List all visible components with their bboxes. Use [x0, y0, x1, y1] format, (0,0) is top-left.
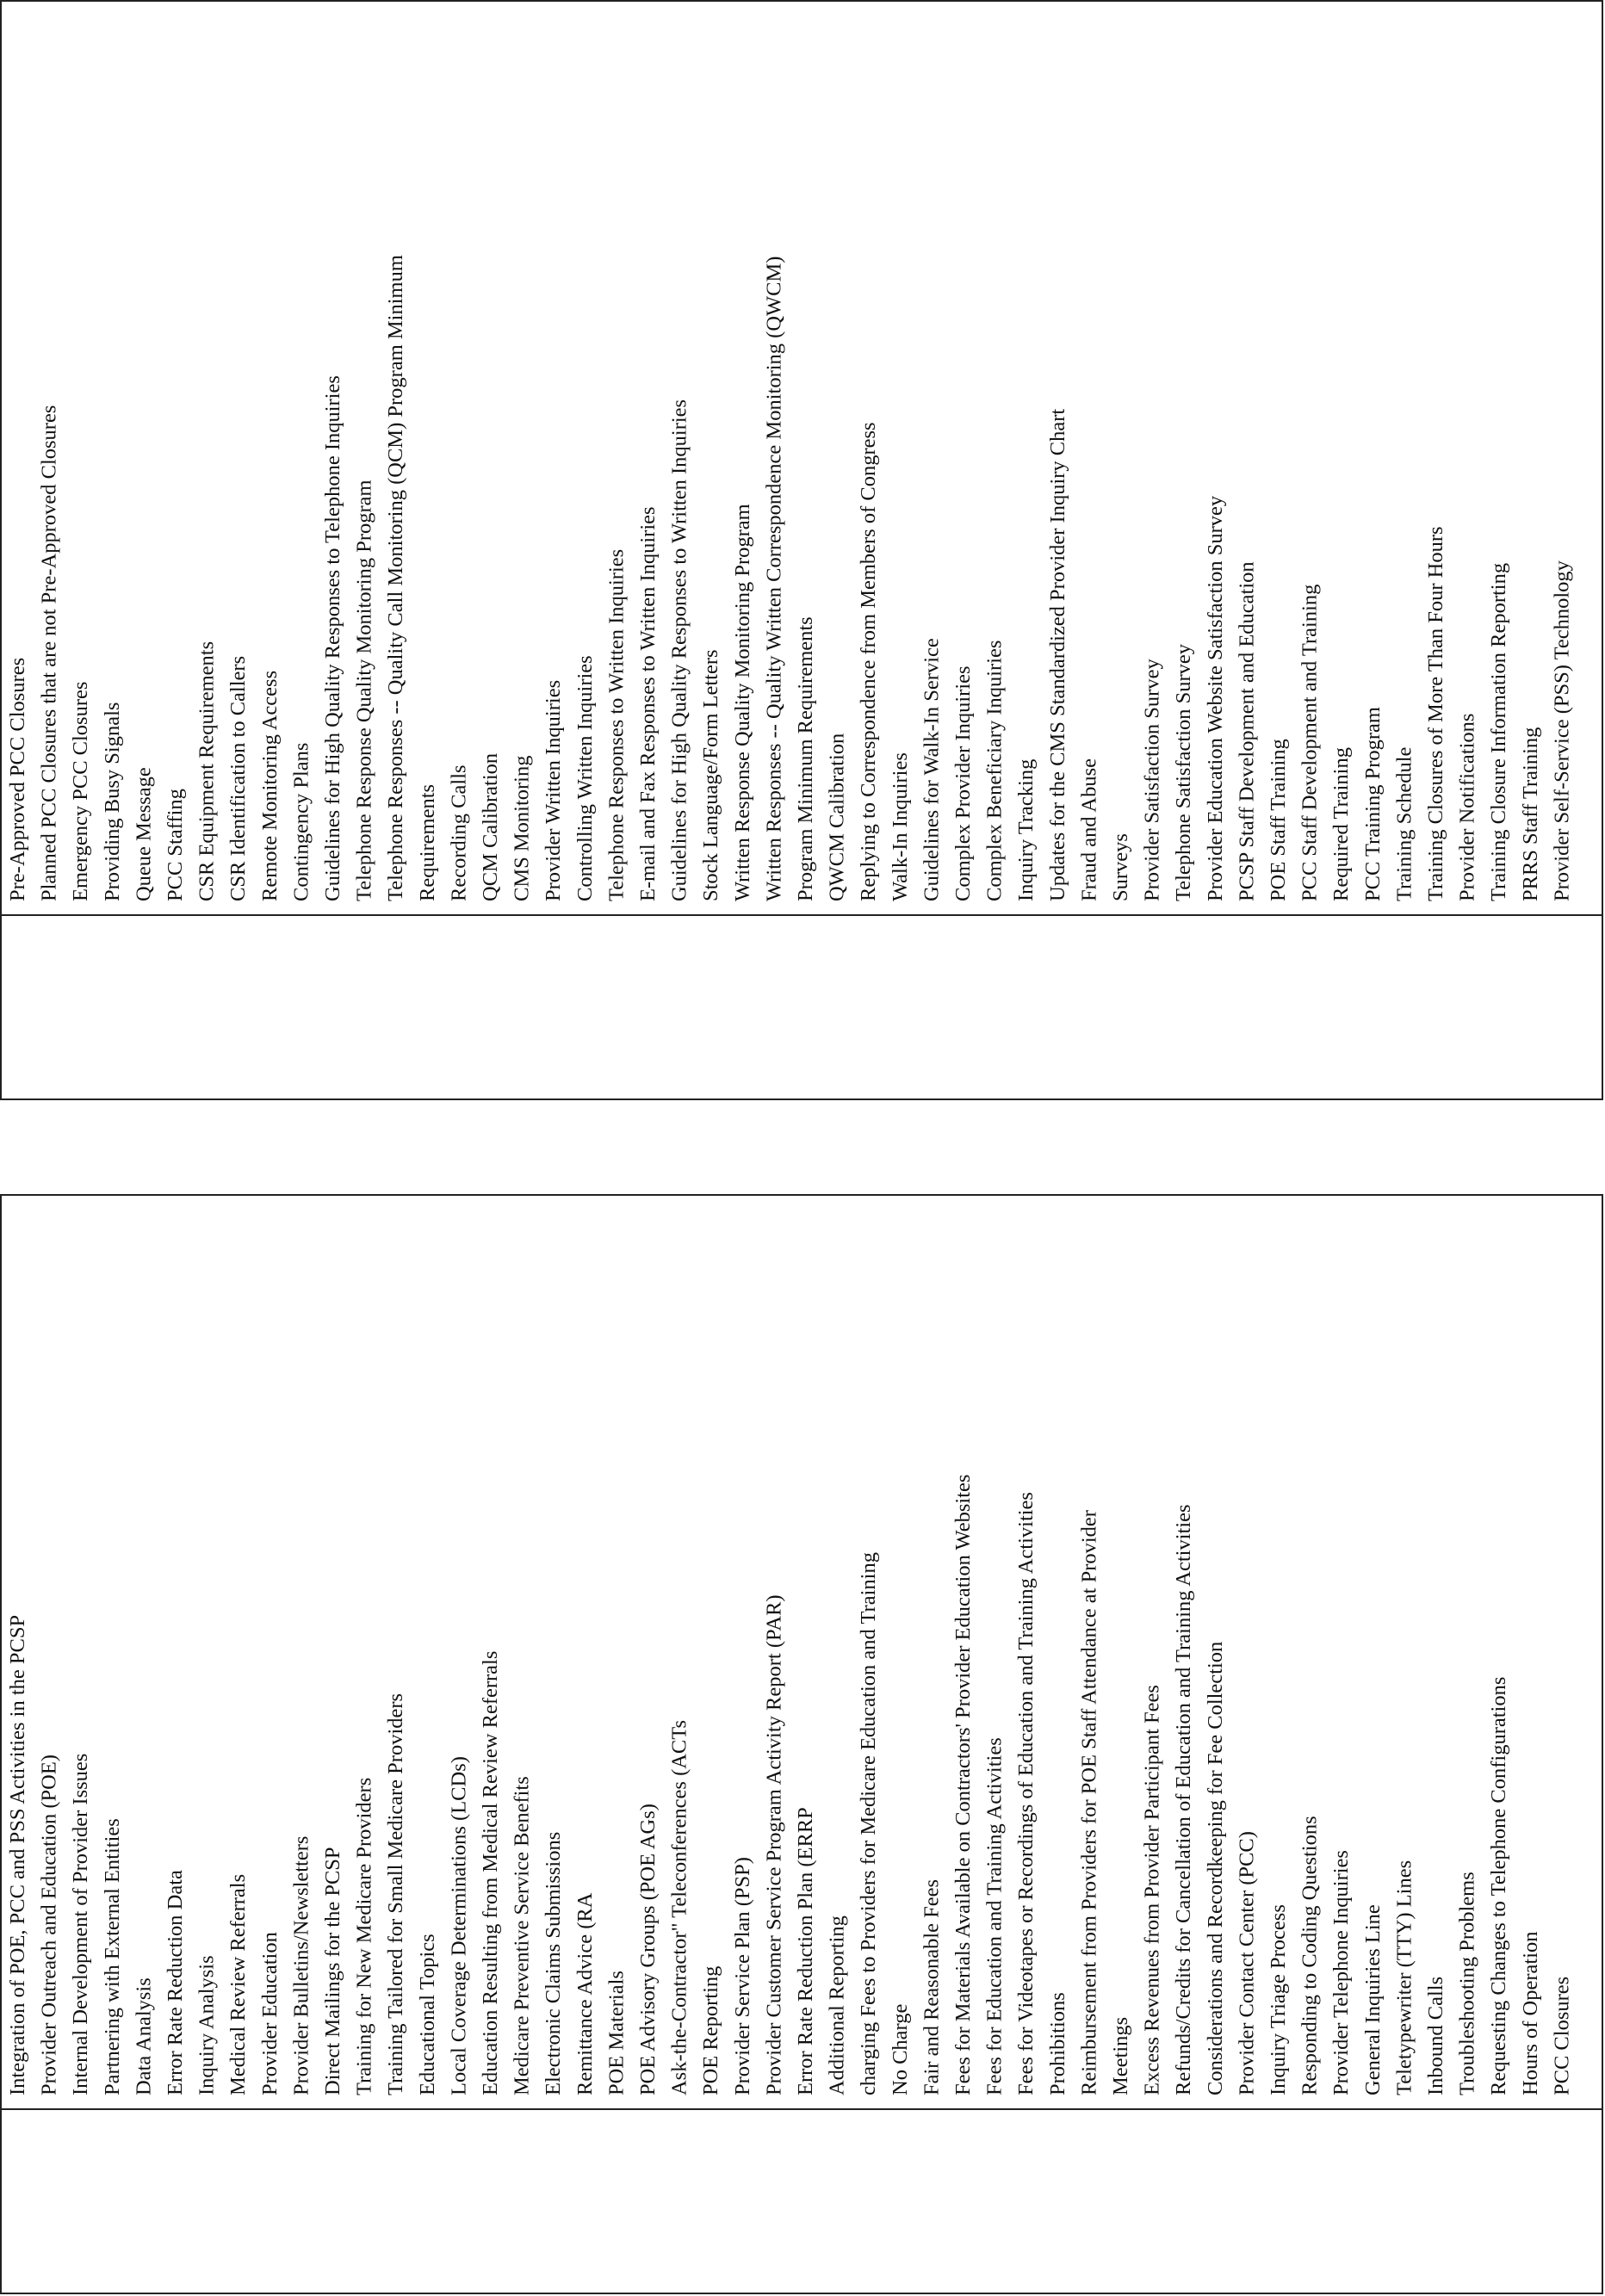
right-item: Complex Beneficiary Inquiries — [982, 640, 1007, 901]
left-item: Remittance Advice (RA — [573, 1892, 597, 2095]
right-item: PCC Staff Development and Training — [1298, 584, 1322, 901]
left-item: Training Tailored for Small Medicare Providers — [384, 1693, 408, 2095]
left-item: Electronic Claims Submissions — [542, 1831, 566, 2095]
right-item: CSR Identification to Callers — [226, 655, 251, 901]
left-item: Direct Mailings for the PCSP — [321, 1847, 344, 2095]
right-item: Queue Message — [132, 767, 156, 901]
right-table-item-list — [2, 2, 1602, 913]
right-item: Planned PCC Closures that are not Pre-Approved Closures — [37, 405, 61, 902]
right-item: POE Staff Training — [1267, 739, 1290, 901]
right-item: Required Training — [1329, 747, 1354, 901]
left-item: Fees for Education and Training Activities — [982, 1737, 1007, 2095]
left-item: Provider Education — [257, 1932, 282, 2095]
left-item: Requesting Changes to Telephone Configurations — [1487, 1676, 1511, 2095]
right-item: Telephone Responses -- Quality Call Monitoring (QCM) Program Minimum — [384, 255, 408, 901]
left-item: Reimbursement from Providers for POE Staff Attendance at Provider — [1077, 1510, 1101, 2095]
right-item: Telephone Satisfaction Survey — [1172, 643, 1196, 901]
right-item: Training Schedule — [1392, 746, 1416, 901]
right-item: Complex Provider Inquiries — [951, 665, 975, 901]
left-item: Data Analysis — [132, 1977, 156, 2095]
right-item: Contingency Plans — [289, 742, 313, 901]
left-item: Partnering with External Entities — [100, 1818, 124, 2095]
left-item: Ask-the-Contractor" Teleconferences (ACTs — [667, 1719, 691, 2095]
right-table — [0, 0, 1603, 1100]
right-item: PCC Staffing — [164, 789, 187, 901]
left-item: Integration of POE, PCC and PSS Activities in the PCSP — [6, 1614, 29, 2095]
right-item: Inquiry Tracking — [1014, 758, 1038, 901]
left-item: No Charge — [888, 2003, 912, 2095]
left-item: Inquiry Triage Process — [1267, 1904, 1290, 2095]
left-item: Provider Outreach and Education (POE) — [37, 1754, 61, 2095]
right-item: Written Responses -- Quality Written Correspondence Monitoring (QWCM) — [762, 256, 786, 901]
left-item: Training for New Medicare Providers — [352, 1777, 376, 2095]
left-item: Excess Revenues from Provider Participant Fees — [1140, 1685, 1164, 2095]
left-item: Additional Reporting — [825, 1915, 849, 2095]
right-item: Provider Satisfaction Survey — [1140, 659, 1164, 901]
left-item: Responding to Coding Questions — [1298, 1816, 1322, 2095]
right-item: Provider Education Website Satisfaction Survey — [1203, 495, 1227, 901]
right-item: PCSP Staff Development and Education — [1235, 561, 1259, 901]
left-item: Provider Contact Center (PCC) — [1235, 1831, 1259, 2095]
left-item: Error Rate Reduction Plan (ERRP — [794, 1807, 817, 2095]
right-item: Pre-Approved PCC Closures — [6, 657, 29, 901]
left-item: Inquiry Analysis — [195, 1955, 219, 2095]
left-item: Hours of Operation — [1518, 1931, 1542, 2095]
left-item: Medicare Preventive Service Benefits — [510, 1776, 534, 2095]
left-item: Fair and Reasonable Fees — [920, 1878, 944, 2095]
right-item: Provider Self-Service (PSS) Technology — [1550, 560, 1574, 901]
right-item: QCM Calibration — [479, 752, 502, 901]
left-item: Inbound Calls — [1424, 1976, 1447, 2095]
left-item: Troubleshooting Problems — [1455, 1872, 1479, 2095]
right-item: Training Closure Information Reporting — [1487, 562, 1511, 901]
left-item: Considerations and Recordkeeping for Fee Collection — [1203, 1641, 1227, 2095]
left-item: Provider Customer Service Program Activity Report (PAR) — [762, 1594, 786, 2095]
left-item: Refunds/Credits for Cancellation of Education and Training Activities — [1172, 1504, 1196, 2095]
left-item: Provider Service Plan (PSP) — [730, 1857, 754, 2095]
right-item: Walk-In Inquiries — [888, 752, 912, 901]
right-item: Program Minimum Requirements — [794, 616, 817, 901]
right-item: Remote Monitoring Access — [257, 670, 282, 901]
left-item: Teletypewriter (TTY) Lines — [1392, 1860, 1416, 2095]
right-item: CMS Monitoring — [510, 755, 534, 901]
left-table-item-list — [2, 1196, 1602, 2107]
left-item: Provider Bulletins/Newsletters — [289, 1835, 313, 2095]
right-item: Fraud and Abuse — [1077, 758, 1101, 901]
left-item: Meetings — [1109, 2016, 1132, 2095]
left-item: Provider Telephone Inquiries — [1329, 1850, 1354, 2095]
right-item: Guidelines for High Quality Responses to Telephone Inquiries — [321, 375, 344, 901]
right-item: Stock Language/Form Letters — [699, 649, 723, 901]
right-item: E-mail and Fax Responses to Written Inquiries — [636, 506, 660, 901]
right-item: PCC Training Program — [1360, 707, 1385, 901]
right-item: Training Closures of More Than Four Hours — [1424, 526, 1447, 901]
left-item: Medical Review Referrals — [226, 1873, 251, 2095]
left-item: Fees for Materials Available on Contractors' Provider Education Websites — [951, 1474, 975, 2095]
left-item: General Inquiries Line — [1360, 1904, 1385, 2095]
left-item: Prohibitions — [1045, 1992, 1069, 2095]
left-item: PCC Closures — [1550, 1976, 1574, 2095]
right-item: Controlling Written Inquiries — [573, 655, 597, 901]
right-table-divider — [2, 914, 1602, 916]
left-item: POE Materials — [604, 1971, 629, 2095]
right-item: Written Response Quality Monitoring Program — [730, 504, 754, 901]
right-item: Guidelines for Walk-In Service — [920, 638, 944, 901]
right-item: Recording Calls — [447, 764, 471, 901]
left-item: Education Resulting from Medical Review Referrals — [479, 1650, 502, 2095]
right-item: Updates for the CMS Standardized Provider Inquiry Chart — [1045, 408, 1069, 901]
left-table — [0, 1194, 1603, 2294]
right-item: Surveys — [1109, 833, 1132, 901]
right-item: Requirements — [415, 783, 439, 901]
right-item: QWCM Calibration — [825, 733, 849, 901]
right-item: Provider Written Inquiries — [542, 679, 566, 901]
right-item: Telephone Responses to Written Inquiries — [604, 548, 629, 901]
left-item: Error Rate Reduction Data — [164, 1870, 187, 2095]
left-item: Fees for Videotapes or Recordings of Education and Training Activities — [1014, 1492, 1038, 2095]
right-item: Providing Busy Signals — [100, 702, 124, 901]
right-item: CSR Equipment Requirements — [195, 641, 219, 901]
right-item: Replying to Correspondence from Members of Congress — [857, 422, 881, 901]
right-item: PRRS Staff Training — [1518, 727, 1542, 901]
left-item: Educational Topics — [415, 1934, 439, 2095]
left-item: POE Reporting — [699, 1965, 723, 2095]
left-item: charging Fees to Providers for Medicare Education and Training — [857, 1552, 881, 2095]
left-table-divider — [2, 2108, 1602, 2110]
right-item: Telephone Response Quality Monitoring Program — [352, 480, 376, 901]
left-item: POE Advisory Groups (POE AGs) — [636, 1804, 660, 2095]
left-item: Internal Development of Provider Issues — [69, 1753, 93, 2095]
right-item: Emergency PCC Closures — [69, 681, 93, 901]
right-item: Provider Notifications — [1455, 713, 1479, 901]
right-item: Guidelines for High Quality Responses to Written Inquiries — [667, 399, 691, 901]
left-item: Local Coverage Determinations (LCDs) — [447, 1756, 471, 2095]
